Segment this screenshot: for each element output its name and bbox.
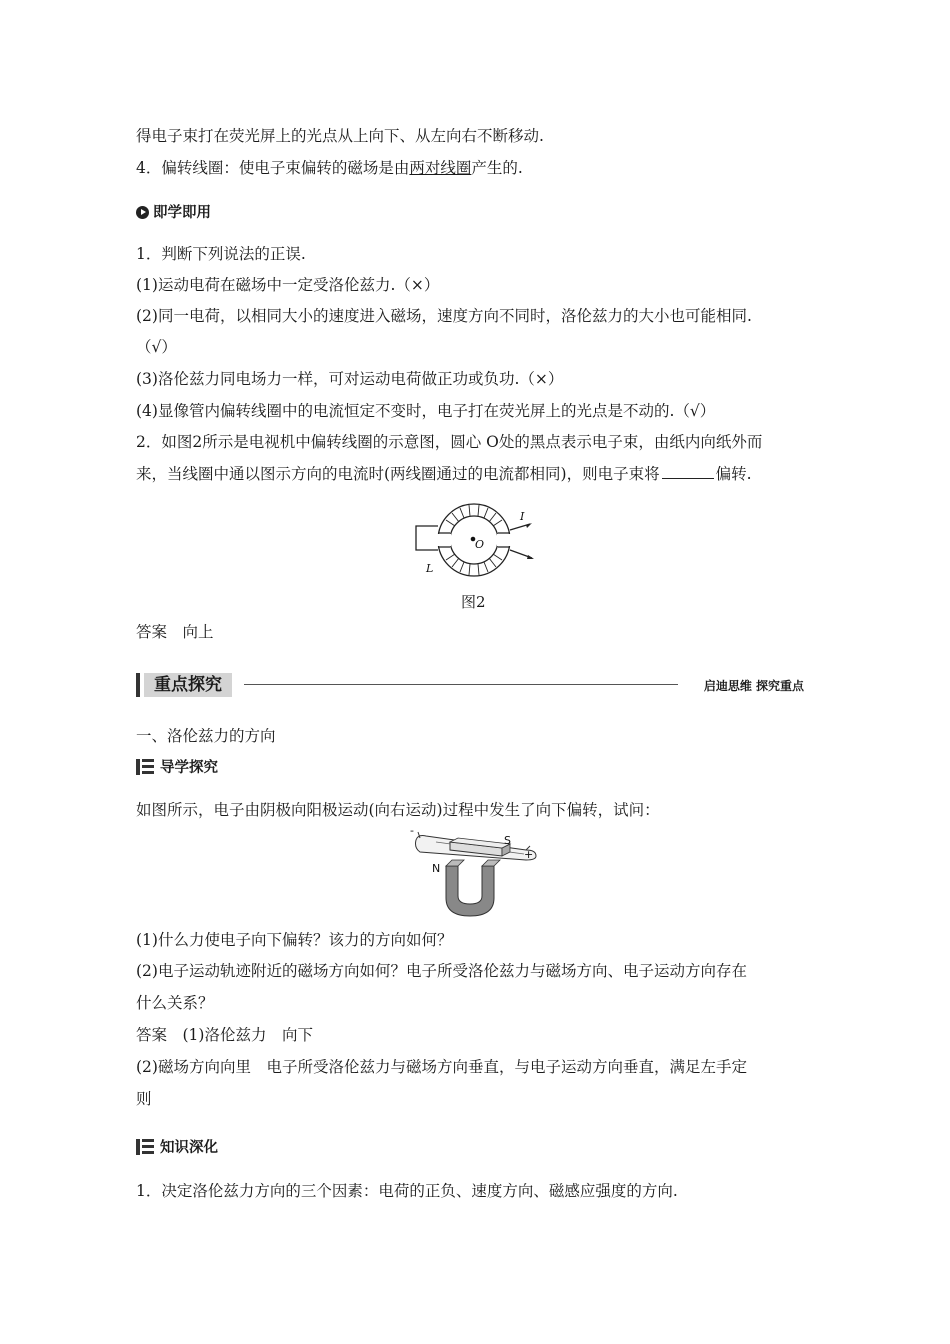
part1-q2a: (2)电子运动轨迹附近的磁场方向如何？电子所受洛伦兹力与磁场方向、电子运动方向存在 [136, 962, 747, 980]
play-icon [136, 206, 149, 219]
part1-ans1: 答案 (1)洛伦兹力 向下 [136, 1026, 313, 1044]
figure-caption: 图2 [461, 593, 486, 611]
intro-item4 [136, 158, 523, 178]
q1-s2a: (2)同一电荷，以相同大小的速度进入磁场，速度方向不同时，洛伦兹力的大小也可能相同. [136, 307, 752, 325]
current-label: I [520, 510, 525, 523]
section-bars-icon [136, 759, 154, 775]
banner-right-text: 启迪思维 探究重点 [703, 679, 804, 693]
minus-label: - [410, 828, 414, 837]
section-apply [136, 201, 211, 222]
q1-s1: (1)运动电荷在磁场中一定受洛伦兹力.（×） [136, 276, 440, 294]
guide-title: 导学探究 [160, 760, 218, 776]
q2-line2-suffix: 偏转. [715, 465, 752, 483]
answer-blank [662, 464, 714, 479]
section-banner [136, 671, 808, 699]
item4-prefix: 4．偏转线圈：使电子束偏转的磁场是由 [136, 159, 410, 177]
q2-line2-prefix: 来，当线圈中通以图示方向的电流时(两线圈通过的电流都相同)，则电子束将 [136, 465, 660, 483]
deepen-title: 知识深化 [160, 1140, 218, 1156]
q1-s2b: （√） [136, 338, 177, 356]
part1-intro: 如图所示，电子由阴极向阳极运动(向右运动)过程中发生了向下偏转，试问： [136, 801, 660, 819]
center-label: O [475, 538, 485, 551]
plus-label: + [524, 848, 534, 861]
section-apply-title: 即学即用 [153, 205, 211, 221]
banner-rule [244, 684, 678, 685]
banner-title: 重点探究 [144, 673, 232, 697]
part1-ans2a: (2)磁场方向向里 电子所受洛伦兹力与磁场方向垂直，与电子运动方向垂直，满足左手定 [136, 1058, 747, 1076]
banner-bar [136, 673, 140, 697]
north-label: N [432, 862, 441, 875]
part1-q2b: 什么关系？ [136, 994, 214, 1012]
item4-suffix: 产生的. [471, 159, 523, 177]
deepen-section [136, 1136, 218, 1157]
magnet-tube-figure [406, 828, 546, 920]
deepen-item1: 1．决定洛伦兹力方向的三个因素：电荷的正负、速度方向、磁感应强度的方向. [136, 1182, 678, 1200]
q1-stem: 1．判断下列说法的正误. [136, 245, 306, 263]
intro-line: 得电子束打在荧光屏上的光点从上向下、从左向右不断移动. [136, 127, 544, 145]
q1-s4: (4)显像管内偏转线圈中的电流恒定不变时，电子打在荧光屏上的光点是不动的.（√） [136, 402, 716, 420]
part1-heading: 一、洛伦兹力的方向 [136, 727, 276, 745]
q2-answer: 答案 向上 [136, 623, 214, 641]
q2-line1: 2．如图2所示是电视机中偏转线圈的示意图，圆心 O处的黑点表示电子束，由纸内向纸外而 [136, 433, 763, 451]
coil-label: L [426, 562, 434, 575]
section-bars-icon [136, 1139, 154, 1155]
part1-q1: (1)什么力使电子向下偏转？该力的方向如何？ [136, 931, 453, 949]
q2-line2 [136, 464, 752, 484]
south-label: S [504, 834, 511, 847]
item4-underline: 两对线圈 [409, 159, 472, 177]
q1-s3: (3)洛伦兹力同电场力一样，可对运动电荷做正功或负功.（×） [136, 370, 564, 388]
deflection-coil-figure [404, 500, 544, 582]
part1-ans2b: 则 [136, 1090, 152, 1108]
guide-section [136, 756, 218, 777]
